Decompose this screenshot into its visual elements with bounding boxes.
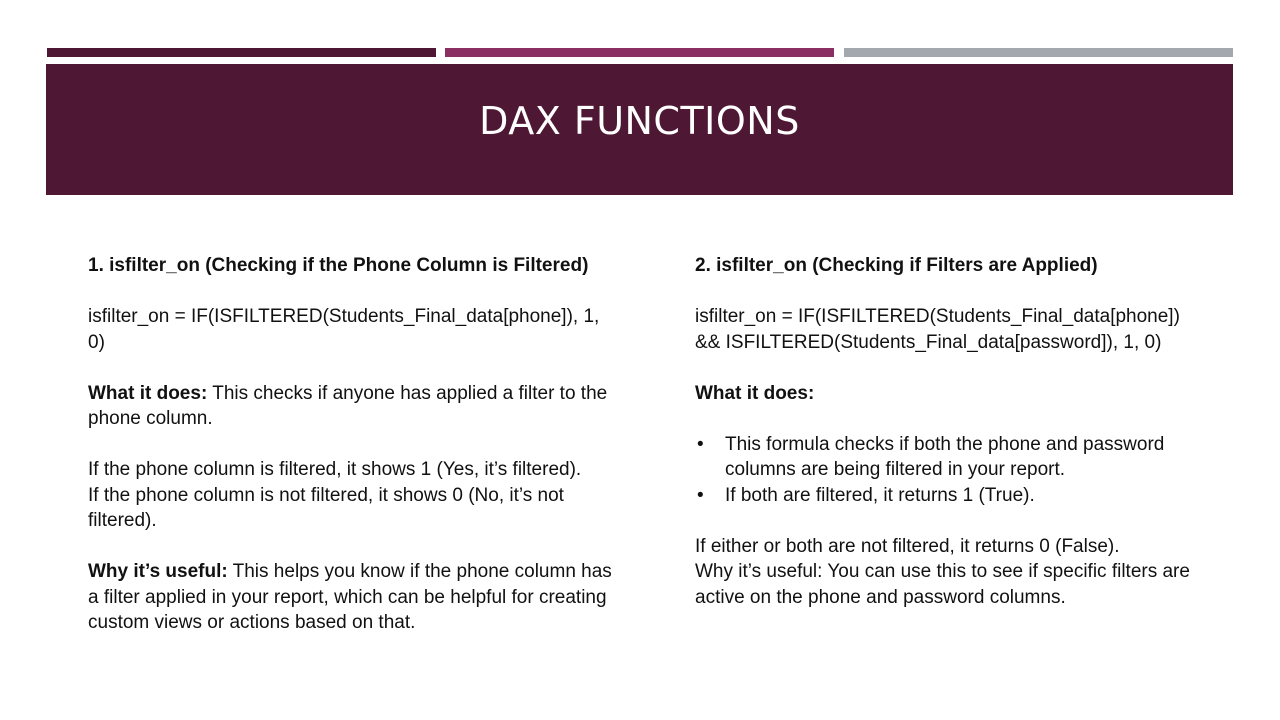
left-filtered-line: If the phone column is filtered, it shows 1 (Yes, it’s filtered). bbox=[88, 459, 582, 480]
list-item bbox=[695, 432, 1200, 483]
left-formula: isfilter_on = IF(ISFILTERED(Students_Final_data[phone]), 1, 0) bbox=[88, 306, 600, 353]
left-what-it-does bbox=[88, 381, 613, 432]
list-item bbox=[695, 483, 1200, 509]
left-heading: 1. isfilter_on (Checking if the Phone Column is Filtered) bbox=[88, 255, 589, 276]
left-what-text: This checks if anyone has applied a filter to the phone column. bbox=[88, 382, 608, 429]
accent-bar-gray bbox=[844, 48, 1233, 57]
slide-title: DAX FUNCTIONS bbox=[479, 98, 800, 143]
right-formula: isfilter_on = IF(ISFILTERED(Students_Final_data[phone]) && ISFILTERED(Students_Final_data[password]), 1, 0) bbox=[695, 306, 1180, 353]
right-why-line: Why it’s useful: You can use this to see if specific filters are active on the phone and password columns. bbox=[695, 561, 1190, 608]
bullet-icon: • bbox=[697, 484, 704, 506]
accent-bar-magenta bbox=[445, 48, 834, 57]
accent-bar-dark bbox=[47, 48, 436, 57]
left-what-label: What it does: bbox=[88, 382, 208, 404]
left-not-filtered-line: If the phone column is not filtered, it shows 0 (No, it’s not filtered). bbox=[88, 484, 564, 531]
right-either-line: If either or both are not filtered, it returns 0 (False). bbox=[695, 535, 1120, 557]
title-band bbox=[46, 64, 1233, 195]
left-why-text: This helps you know if the phone column has a filter applied in your report, which can be helpful for creating custom views or actions based on that. bbox=[88, 561, 612, 633]
right-bullet-list bbox=[695, 432, 1200, 509]
bullet-text: If both are filtered, it returns 1 (True). bbox=[725, 484, 1035, 506]
right-column bbox=[695, 253, 1200, 610]
left-column bbox=[88, 253, 613, 636]
bullet-text: This formula checks if both the phone and password columns are being filtered in your report. bbox=[725, 433, 1165, 480]
right-heading: 2. isfilter_on (Checking if Filters are Applied) bbox=[695, 255, 1098, 276]
left-why-useful bbox=[88, 559, 613, 636]
left-why-label: Why it’s useful: bbox=[88, 561, 228, 582]
right-what-label: What it does: bbox=[695, 382, 815, 404]
bullet-icon: • bbox=[697, 433, 704, 455]
